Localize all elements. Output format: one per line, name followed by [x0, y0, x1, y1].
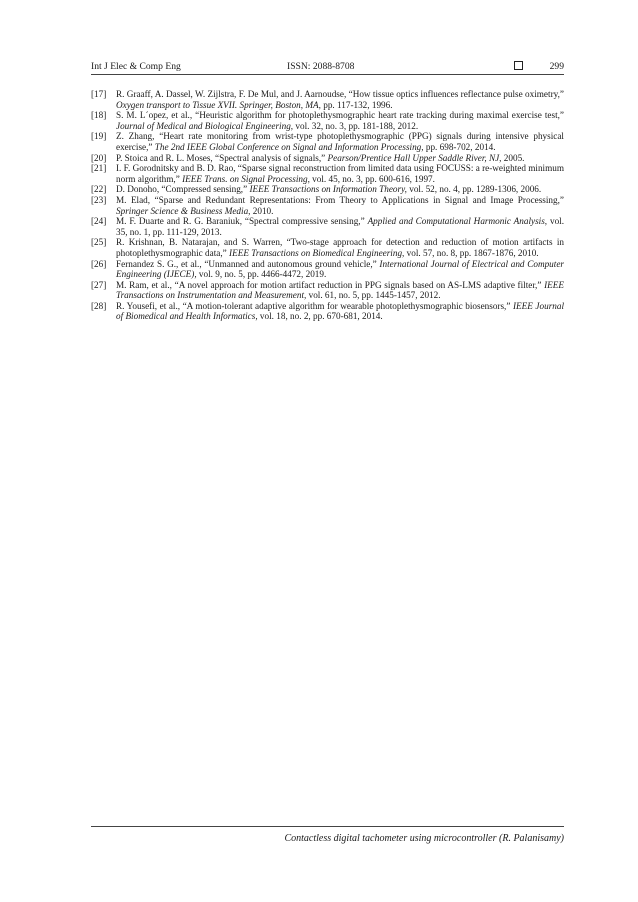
- reference-item: [91, 184, 564, 195]
- reference-venue: Pearson/Prentice Hall Upper Saddle River, NJ,: [327, 152, 502, 163]
- reference-authors-title: I. F. Gorodnitsky and B. D. Rao, “Sparse signal reconstruction from limited data using FOCUSS: a re-weighted minimum norm algorithm,”: [116, 163, 564, 184]
- reference-venue: The 2nd IEEE Global Conference on Signal and Information Processing,: [154, 141, 424, 152]
- reference-details: vol. 35, no. 1, pp. 111-129, 2013.: [116, 216, 565, 237]
- reference-number: [26]: [91, 258, 107, 269]
- reference-authors-title: R. Krishnan, B. Natarajan, and S. Warren, “Two-stage approach for detection and reduction of motion artifacts in photoplethysmographic data,”: [116, 237, 564, 258]
- reference-details: 2005.: [503, 152, 525, 163]
- reference-authors-title: S. M. L´opez, et al., “Heuristic algorithm for photoplethysmographic heart rate tracking during maximal exercise test,”: [116, 110, 564, 121]
- reference-details: vol. 9, no. 5, pp. 4466-4472, 2019.: [198, 269, 327, 280]
- reference-venue: Springer Science & Business Media,: [116, 205, 251, 216]
- reference-venue: IEEE Transactions on Information Theory,: [249, 184, 407, 195]
- reference-authors-title: Fernandez S. G., et al., “Unmanned and autonomous ground vehicle,”: [116, 258, 377, 269]
- reference-item: [91, 163, 564, 184]
- reference-item: [91, 259, 564, 280]
- reference-item: [91, 280, 564, 301]
- reference-details: , vol. 45, no. 3, pp. 600-616, 1997.: [307, 173, 435, 184]
- reference-authors-title: M. F. Duarte and R. G. Baraniuk, “Spectral compressive sensing,”: [116, 216, 365, 227]
- reference-number: [28]: [91, 300, 107, 311]
- reference-authors-title: R. Graaff, A. Dassel, W. Zijlstra, F. De Mul, and J. Aarnoudse, “How tissue optics influences reflectance pulse oximetry,”: [116, 89, 564, 99]
- reference-authors-title: Z. Zhang, “Heart rate monitoring from wrist-type photoplethysmographic (PPG) signals during intensive physical exercise,”: [116, 131, 564, 152]
- journal-name: Int J Elec & Comp Eng: [91, 61, 181, 72]
- reference-number: [20]: [91, 152, 107, 163]
- reference-authors-title: D. Donoho, “Compressed sensing,”: [116, 184, 248, 195]
- reference-item: [91, 216, 564, 237]
- reference-details: vol. 57, no. 8, pp. 1867-1876, 2010.: [406, 247, 539, 258]
- reference-number: [19]: [91, 131, 107, 142]
- reference-venue: Journal of Medical and Biological Engineering,: [116, 120, 294, 131]
- reference-number: [22]: [91, 184, 107, 195]
- reference-details: vol. 32, no. 3, pp. 181-188, 2012.: [295, 120, 419, 131]
- reference-venue: IEEE Transactions on Biomedical Engineering,: [229, 247, 405, 258]
- reference-details: pp. 698-702, 2014.: [425, 141, 496, 152]
- reference-venue: IEEE Trans. on Signal Processing: [182, 173, 308, 184]
- reference-item: [91, 89, 564, 110]
- page-header: [91, 58, 564, 75]
- running-title: Contactless digital tachometer using microcontroller (R. Palanisamy): [284, 833, 564, 844]
- page-footer: [91, 826, 564, 844]
- reference-item: [91, 153, 564, 164]
- reference-number: [24]: [91, 216, 107, 227]
- reference-number: [18]: [91, 110, 107, 121]
- reference-authors-title: P. Stoica and R. L. Moses, “Spectral analysis of signals,”: [116, 152, 326, 163]
- reference-item: [91, 131, 564, 152]
- reference-authors-title: M. Ram, et al., “A novel approach for motion artifact reduction in PPG signals based on AS-LMS adaptive filter,”: [116, 279, 542, 290]
- reference-item: [91, 237, 564, 258]
- reference-number: [27]: [91, 279, 107, 290]
- checkbox-square-icon: [514, 61, 523, 70]
- reference-authors-title: M. Elad, “Sparse and Redundant Representations: From Theory to Applications in Signal and Image Processing,”: [116, 194, 564, 205]
- reference-number: [25]: [91, 237, 107, 248]
- reference-venue: Oxygen transport to Tissue XVII. Springer, Boston, MA,: [116, 99, 321, 110]
- reference-list: [91, 89, 564, 322]
- reference-item: [91, 301, 564, 322]
- reference-venue: IEEE Journal of Biomedical and Health Informatics,: [116, 300, 565, 322]
- reference-number: [21]: [91, 163, 107, 174]
- reference-item: [91, 110, 564, 131]
- reference-number: [17]: [91, 89, 107, 99]
- reference-venue: International Journal of Electrical and Computer Engineering (IJECE),: [116, 258, 564, 280]
- reference-details: vol. 18, no. 2, pp. 670-681, 2014.: [259, 311, 383, 322]
- issn-label: ISSN: 2088-8708: [287, 61, 355, 72]
- reference-item: [91, 195, 564, 216]
- reference-venue: Applied and Computational Harmonic Analysis,: [367, 216, 548, 227]
- reference-details: vol. 61, no. 5, pp. 1445-1457, 2012.: [308, 290, 441, 301]
- reference-number: [23]: [91, 194, 107, 205]
- page-number: 299: [549, 61, 564, 72]
- reference-details: 2010.: [252, 205, 274, 216]
- reference-details: vol. 52, no. 4, pp. 1289-1306, 2006.: [409, 184, 542, 195]
- reference-authors-title: R. Yousefi, et al., “A motion-tolerant adaptive algorithm for wearable photoplethysmographic biosensors,”: [116, 300, 511, 311]
- reference-details: pp. 117-132, 1996.: [323, 99, 393, 110]
- reference-venue: IEEE Transactions on Instrumentation and Measurement,: [116, 279, 564, 301]
